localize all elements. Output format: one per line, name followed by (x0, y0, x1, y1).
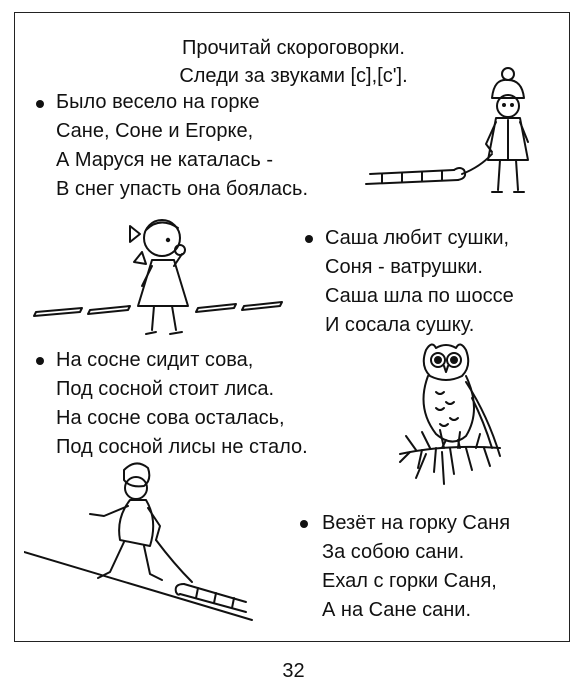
title-line-1: Прочитай скороговорки. (181, 37, 405, 59)
poem-line: В снег упасть она боялась. (56, 178, 309, 200)
poem-line: Соня - ватрушки. (325, 256, 483, 278)
poem-line: Под сосной стоит лиса. (56, 378, 274, 400)
poem-line: За собою сани. (322, 541, 465, 563)
poem-4 (322, 509, 510, 625)
poem-line: Было весело на горке (56, 91, 260, 113)
poem-line: Сане, Соне и Егорке, (56, 120, 254, 142)
poem-line: Саша шла по шоссе (325, 285, 514, 307)
poem-3 (56, 346, 308, 462)
poem-line: И сосала сушку. (325, 314, 475, 336)
title-line-2: Следи за звуками [с],[с']. (179, 65, 408, 87)
boy-pulling-sled-uphill-illustration (24, 456, 264, 624)
bullet-icon (36, 100, 44, 108)
girl-with-sled-illustration (362, 62, 542, 208)
poem-2 (325, 224, 514, 340)
poem-line: Саша любит сушки, (325, 227, 510, 249)
poem-line: Ехал с горки Саня, (322, 570, 497, 592)
poem-line: Под сосной лисы не стало. (56, 436, 308, 458)
girl-on-road-illustration (30, 206, 292, 346)
owl-on-branch-illustration (396, 336, 522, 496)
poem-line: На сосне сова осталась, (56, 407, 285, 429)
bullet-icon (36, 357, 44, 365)
page-number: 32 (282, 660, 305, 682)
poem-1 (56, 88, 308, 204)
poem-line: А на Сане сани. (322, 599, 472, 621)
bullet-icon (300, 520, 308, 528)
poem-line: А Маруся не каталась - (56, 149, 274, 171)
poem-line: Везёт на горку Саня (322, 512, 511, 534)
bullet-icon (305, 235, 313, 243)
poem-line: На сосне сидит сова, (56, 349, 254, 371)
